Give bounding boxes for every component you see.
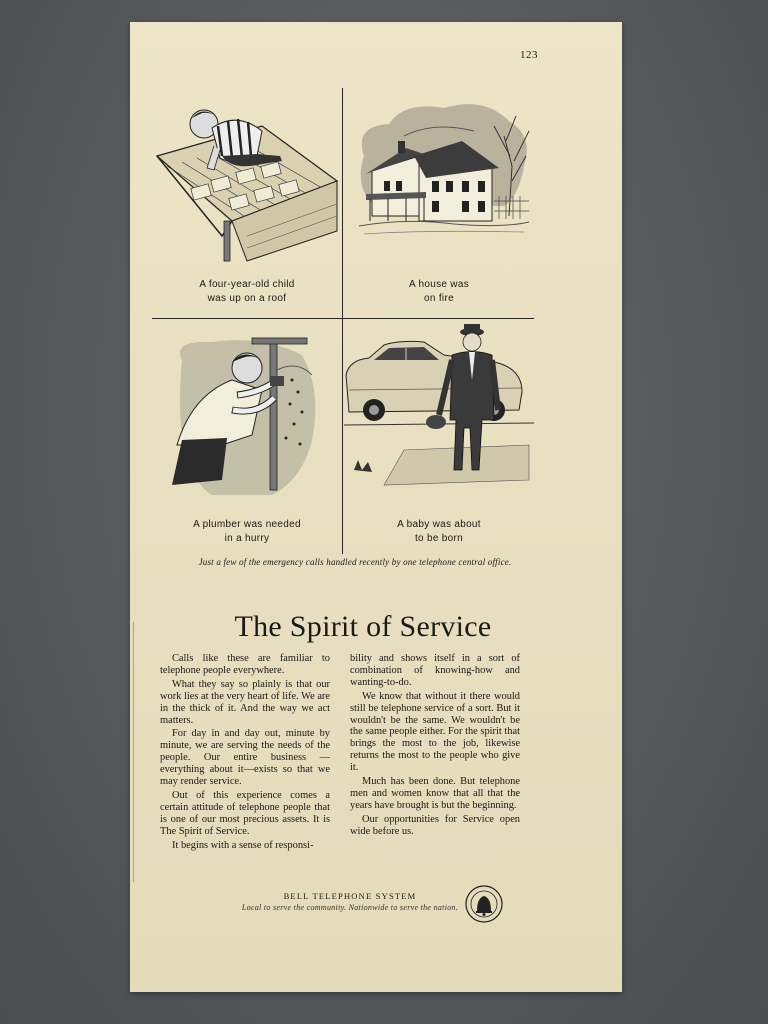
plumber-illustration (152, 320, 342, 510)
body-column-left (160, 653, 330, 854)
caption-line: A house was (408, 279, 469, 290)
paragraph-continuation: bility and shows itself in a sort of combination of knowing-how and wanting-to-do. (350, 653, 520, 688)
caption-line: on fire (424, 293, 454, 304)
bell-system-seal-icon (464, 884, 504, 924)
child-on-roof-illustration (152, 86, 342, 271)
page-fold-line (133, 622, 134, 882)
panel-caption-baby (344, 518, 534, 546)
caption-line: to be born (414, 533, 464, 544)
panel-caption-plumber (152, 518, 342, 546)
panel-baby-born (344, 320, 534, 552)
man-and-car-illustration (344, 320, 534, 510)
grid-divider-horizontal (152, 318, 534, 319)
caption-line: A plumber was needed (193, 519, 301, 530)
grid-divider-vertical (342, 88, 343, 554)
caption-line: A four-year-old child (199, 279, 295, 290)
panel-plumber (152, 320, 342, 552)
illustration-grid (152, 86, 536, 556)
panel-caption-roof (152, 278, 342, 306)
paragraph: Out of this experience comes a certain attitude of telephone people that is one of our most precious assets. It is The Spirit of Service. (160, 789, 330, 837)
caption-line: in a hurry (224, 533, 270, 544)
panel-caption-fire (344, 278, 534, 306)
tagline: Local to serve the community. Nationwide to serve the nation. (241, 903, 459, 912)
paragraph: What they say so plainly is that our work lies at the very heart of life. We are in the thick of it. And the way we act matters. (160, 678, 330, 726)
house-on-fire-illustration (344, 86, 534, 271)
headline: The Spirit of Service (234, 610, 492, 644)
body-column-right (350, 653, 520, 840)
paragraph: Calls like these are familiar to telephone people everywhere. (160, 653, 330, 676)
page-number: 123 (520, 49, 538, 61)
paragraph: Our opportunities for Service open wide before us. (350, 813, 520, 837)
caption-line: was up on a roof (207, 293, 287, 304)
figure-note: Just a few of the emergency calls handled recently by one telephone central office. (198, 557, 512, 567)
paragraph: Much has been done. But telephone men and women know that all that the years have brought is but the beginning. (350, 776, 520, 811)
paragraph: We know that without it there would still be telephone service of a sort. But it wouldn't be the same. We wouldn't be the same people either. For the spirit that brings the most to the job, likewise returns the most to the people who give it. (350, 690, 520, 774)
paragraph: For day in and day out, minute by minute, we are serving the needs of the people. Our entire business —everything about it—exists so that we may render service. (160, 728, 330, 788)
magazine-page (130, 22, 622, 992)
paragraph: It begins with a sense of responsi- (172, 839, 314, 851)
caption-line: A baby was about (397, 519, 481, 530)
panel-house-on-fire (344, 86, 534, 318)
panel-child-on-roof (152, 86, 342, 318)
signature: BELL TELEPHONE SYSTEM (283, 891, 417, 901)
